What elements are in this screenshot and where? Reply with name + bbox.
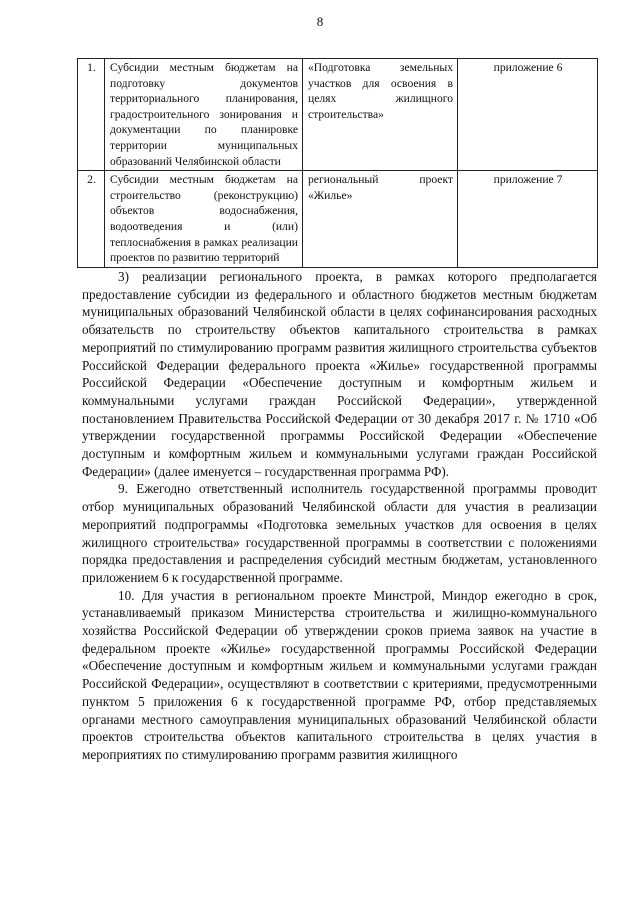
appendix-reference: приложение 6 (458, 59, 598, 171)
subsidy-description: Субсидии местным бюджетам на строительство (реконструкцию) объектов водоснабжения, водоотведения и (или) теплоснабжения в рамках реализации проектов по развитию территорий (105, 171, 303, 268)
subsidy-source: «Подготовка земельных участков для освоения в целях жилищного строительства» (303, 59, 458, 171)
row-number: 1. (78, 59, 105, 171)
row-number: 2. (78, 171, 105, 268)
table-row (78, 171, 598, 268)
paragraph-10: 10. Для участия в региональном проекте Минстрой, Миндор ежегодно в срок, устанавливаемый приказом Министерства строительства и жилищно-коммунального хозяйства Российской Федерации об утверждении сроков приема заявок на участие в федеральном проекте «Жилье» государственной программы Российской Федерации «Обеспечение доступным и комфортным жильем и коммунальными услугами граждан Российской Федерации», осуществляют в соответствии с критериями, предусмотренными пунктом 5 приложения 6 к государственной программе РФ, отбор представляемых органами местного самоуправления муниципальных образований Челябинской области проектов строительства объектов капитального строительства в целях участия в мероприятиях по стимулированию программ развития жилищного (82, 587, 597, 762)
subsidy-table (77, 58, 598, 268)
subsidy-description: Субсидии местным бюджетам на подготовку документов территориального планирования, градостроительного зонирования и документации по планировке территории муниципальных образований Челябинской области (105, 59, 303, 171)
page-number: 8 (316, 14, 324, 29)
table-row (78, 59, 598, 171)
paragraph-9: 9. Ежегодно ответственный исполнитель государственной программы проводит отбор муниципальных образований Челябинской области для участия в реализации мероприятий подпрограммы «Подготовка земельных участков для освоения в целях жилищного строительства» государственной программы в соответствии с положениями порядка предоставления и распределения субсидий местным бюджетам, установленного приложением 6 к государственной программе. (82, 481, 597, 585)
subsidy-source: региональный проект «Жилье» (303, 171, 458, 268)
appendix-reference: приложение 7 (458, 171, 598, 268)
paragraph-item-3: 3) реализации регионального проекта, в рамках которого предполагается предоставление субсидии из федерального и областного бюджетов местным бюджетам муниципальных образований Челябинской области в целях софинансирования расходных обязательств по строительству объектов капитального строительства в рамках мероприятий по стимулированию программ развития жилищного строительства субъектов Российской Федерации федерального проекта «Жилье» государственной программы Российской Федерации «Обеспечение доступным и комфортным жильем и коммунальными услугами граждан Российской Федерации», утвержденной постановлением Правительства Российской Федерации от 30 декабря 2017 г. № 1710 «Об утверждении государственной программы Российской Федерации «Обеспечение доступным и комфортным жильем и коммунальными услугами граждан Российской Федерации» (далее именуется – государственная программа РФ). (82, 269, 597, 479)
document-body (82, 268, 597, 764)
